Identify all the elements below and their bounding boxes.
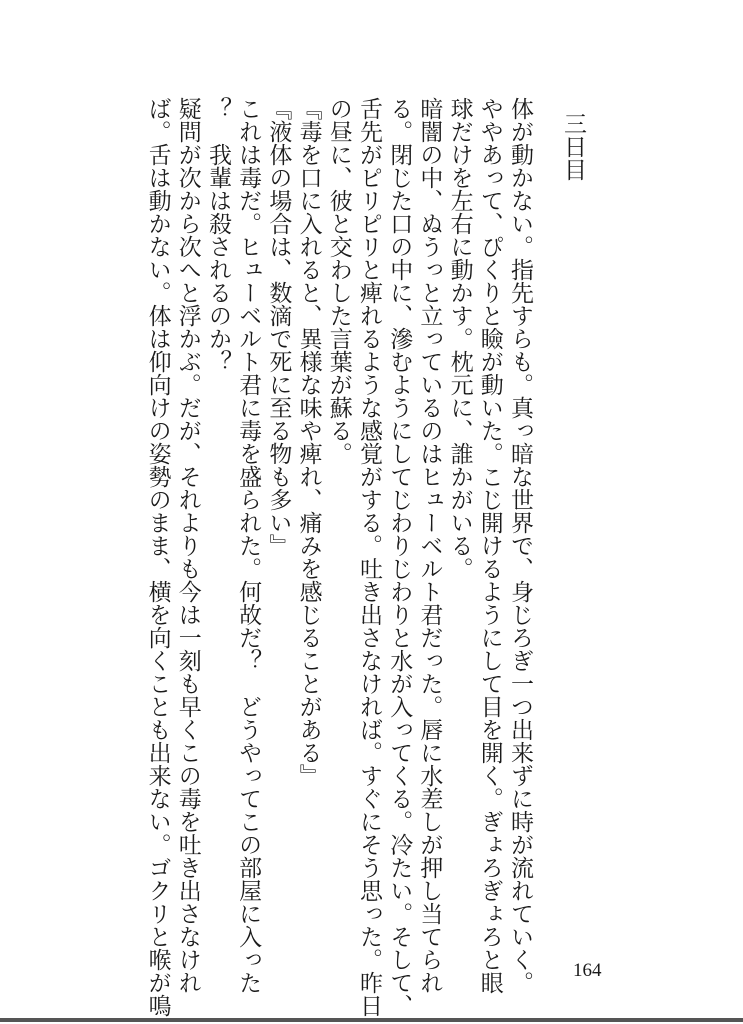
text-column: ば。舌は動かない。体は仰向けの姿勢のまま、横を向くことも出来ない。ゴクリと喉が鳴	[144, 97, 171, 1017]
text-column: 『毒を口に入れると、異様な味や痺れ、痛みを感じることがある』	[295, 97, 322, 787]
text-column: 暗闇の中、ぬうっと立っているのはヒューベルト君だった。唇に水差しが押し当てられ	[416, 97, 443, 994]
chapter-title: 三日目	[560, 112, 586, 181]
text-column: 球だけを左右に動かす。枕元に、誰かがいる。	[446, 97, 473, 580]
text-column: 『液体の場合は、数滴で死に至る物も多い』	[265, 97, 292, 557]
text-column: 舌先がピリピリと痺れるような感覚がする。吐き出さなければ。すぐにそう思った。昨日	[355, 97, 382, 1017]
page-bottom-divider	[0, 1018, 743, 1022]
text-column: 体が動かない。指先すらも。真っ暗な世界で、身じろぎ一つ出来ずに時が流れていく。	[507, 97, 533, 994]
text-column: ややあって、ぴくりと瞼が動いた。こじ開けるようにして目を開く。ぎょろぎょろと眼	[476, 97, 503, 994]
text-column: の昼に、彼と交わした言葉が蘇る。	[325, 97, 352, 465]
vertical-body-text	[142, 97, 535, 1017]
page-number: 164	[573, 960, 602, 981]
text-column: 疑問が次から次へと浮かぶ。だが、それよりも今は一刻も早くこの毒を吐き出さなけれ	[174, 97, 201, 994]
text-column: ？ 我輩は殺されるのか？	[204, 97, 231, 373]
text-column: これは毒だ。ヒューベルト君に毒を盛られた。何故だ？ どうやってこの部屋に入った	[235, 97, 262, 994]
text-column: る。閉じた口の中に、滲むようにしてじわりじわりと水が入ってくる。冷たい。そして、	[386, 97, 413, 1017]
